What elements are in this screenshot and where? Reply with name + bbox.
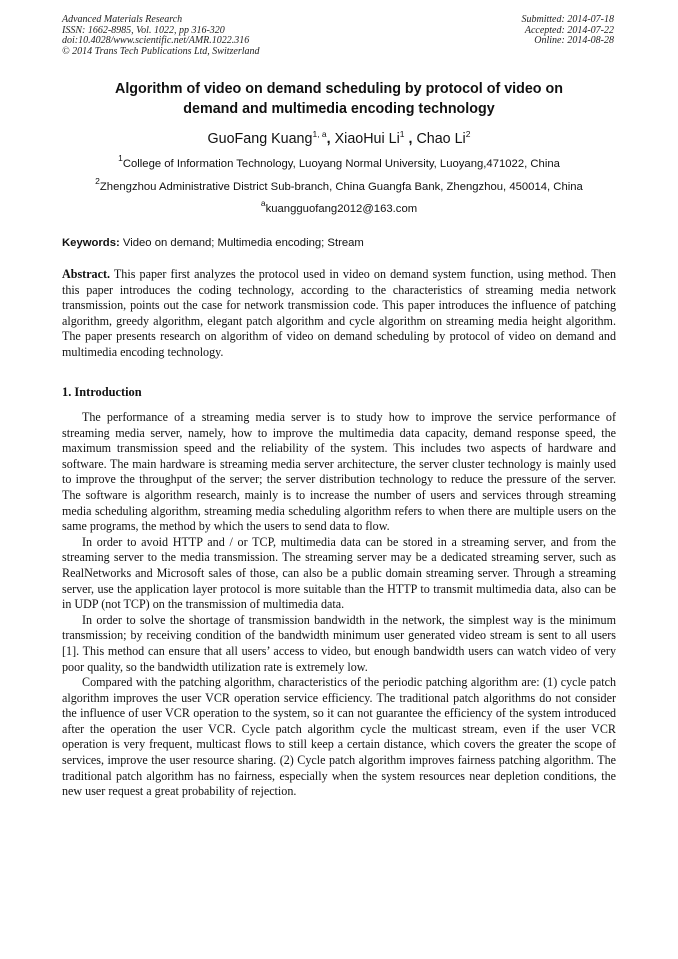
author-name: Chao Li [416, 131, 466, 147]
journal-header-right [522, 15, 615, 47]
email-text: kuangguofang2012@163.com [265, 203, 418, 215]
author-separator: , [326, 131, 335, 147]
author-superscript: 1 [399, 129, 405, 139]
title-line-1: Algorithm of video on demand scheduling by protocol of video on [115, 81, 563, 97]
author-name: GuoFang Kuang [207, 131, 313, 147]
author-list [62, 129, 616, 149]
paragraph: In order to solve the shortage of transmission bandwidth in the network, the simplest way is the minimum transmission; by receiving condition of the bandwidth minimum user generated video stream is sent to all users [1]. This method can ensure that all users’ access to video, but enough bandwidth users can watch video of very poor quality, so the bandwidth utilization rate is extremely low. [62, 612, 616, 674]
online-date: Online: 2014-08-28 [534, 35, 614, 47]
affiliation-2 [40, 176, 638, 194]
doi-line: doi:10.4028/www.scientific.net/AMR.1022.316 [62, 35, 250, 47]
affiliation-marker: 1 [118, 153, 123, 163]
affiliation-text: College of Information Technology, Luoyang Normal University, Luoyang,471022, China [122, 158, 560, 170]
author-separator: , [404, 131, 417, 147]
copyright-line: © 2014 Trans Tech Publications Ltd, Switzerland [62, 45, 260, 57]
journal-name: Advanced Materials Research [62, 14, 183, 25]
affiliation-text: Zhengzhou Administrative District Sub-branch, China Guangfa Bank, Zhengzhou, 450014, China [99, 181, 583, 193]
keywords [62, 236, 616, 250]
email-marker: a [260, 198, 266, 208]
introduction-body [62, 410, 616, 800]
accepted-date: Accepted: 2014-07-22 [524, 24, 614, 36]
paragraph: The performance of a streaming media server is to study how to improve the service performance of streaming media server, namely, how to improve the multimedia data capacity, demand response speed, the maximum transmission speed and the reliability of the system. This includes two aspects of hardware and software. The main hardware is streaming media server architecture, the server cluster technology is mainly used to improve the throughput of the server; the server distribution technology to reduce the pressure of the server. The software is algorithm research, mainly is to increase the number of users and services through streaming media scheduling algorithm, streaming media scheduling algorithm refers to when there are multiple users on the same programs, the method by which the users to send data to flow. [62, 410, 616, 534]
title-line-2: demand and multimedia encoding technology [183, 101, 495, 117]
submitted-date: Submitted: 2014-07-18 [521, 14, 614, 25]
paragraph: In order to avoid HTTP and / or TCP, multimedia data can be stored in a streaming server, and from the streaming server to the media transmission. The streaming server may be a dedicated streaming server, such as RealNetworks and Microsoft sales of those, can also be a public domain streaming server. Through a streaming server, use the application layer protocol is more suitable than the HTTP to transmit multimedia data, also can be in UDP (not TCP) on the transmission of multimedia data. [62, 534, 616, 612]
keywords-text: Video on demand; Multimedia encoding; Stream [119, 237, 364, 249]
author-superscript: 1, a [312, 129, 327, 139]
abstract [62, 267, 616, 361]
paragraph: Compared with the patching algorithm, characteristics of the periodic patching algorithm are: (1) cycle patch algorithm improves the user VCR operation service efficiency. The traditional patch algorithms do not consider the influence of user VCR operation to the system, so it can not guarantee the efficiency of the system introduced after the operation the user VCR. Cycle patch algorithm cycle the multicast stream, even if the user VCR operation is very frequent, multicast flows to still keep a certain distance, which covers the greater the scope of services, improve the user resource sharing. (2) Cycle patch algorithm improves fairness patching algorithm. The traditional patch algorithm has no fairness, especially when the system resources near depletion conditions, the new user request a great probability of rejection. [62, 675, 616, 799]
author-name: XiaoHui Li [334, 131, 400, 147]
abstract-text: This paper first analyzes the protocol used in video on demand system function, using method. Then this paper introduces the coding technology, according to the characteristics of streaming media network transmission, points out the case for network transmission code. This paper introduces the influence of patching algorithm, greedy algorithm, elegant patch algorithm and cycle algorithm on streaming media height algorithm. The paper presents research on algorithm of video on demand scheduling by protocol of video on demand and multimedia encoding technology. [62, 267, 616, 359]
author-email [40, 198, 638, 216]
abstract-label: Abstract. [62, 267, 111, 281]
journal-header-left [62, 15, 260, 57]
issn-line: ISSN: 1662-8985, Vol. 1022, pp 316-320 [62, 24, 225, 36]
keywords-label: Keywords: [62, 237, 120, 249]
section-heading-introduction: 1. Introduction [62, 385, 142, 399]
affiliation-marker: 2 [95, 176, 100, 186]
paper-title [62, 79, 616, 119]
affiliation-1 [40, 153, 638, 171]
author-superscript: 2 [465, 129, 471, 139]
